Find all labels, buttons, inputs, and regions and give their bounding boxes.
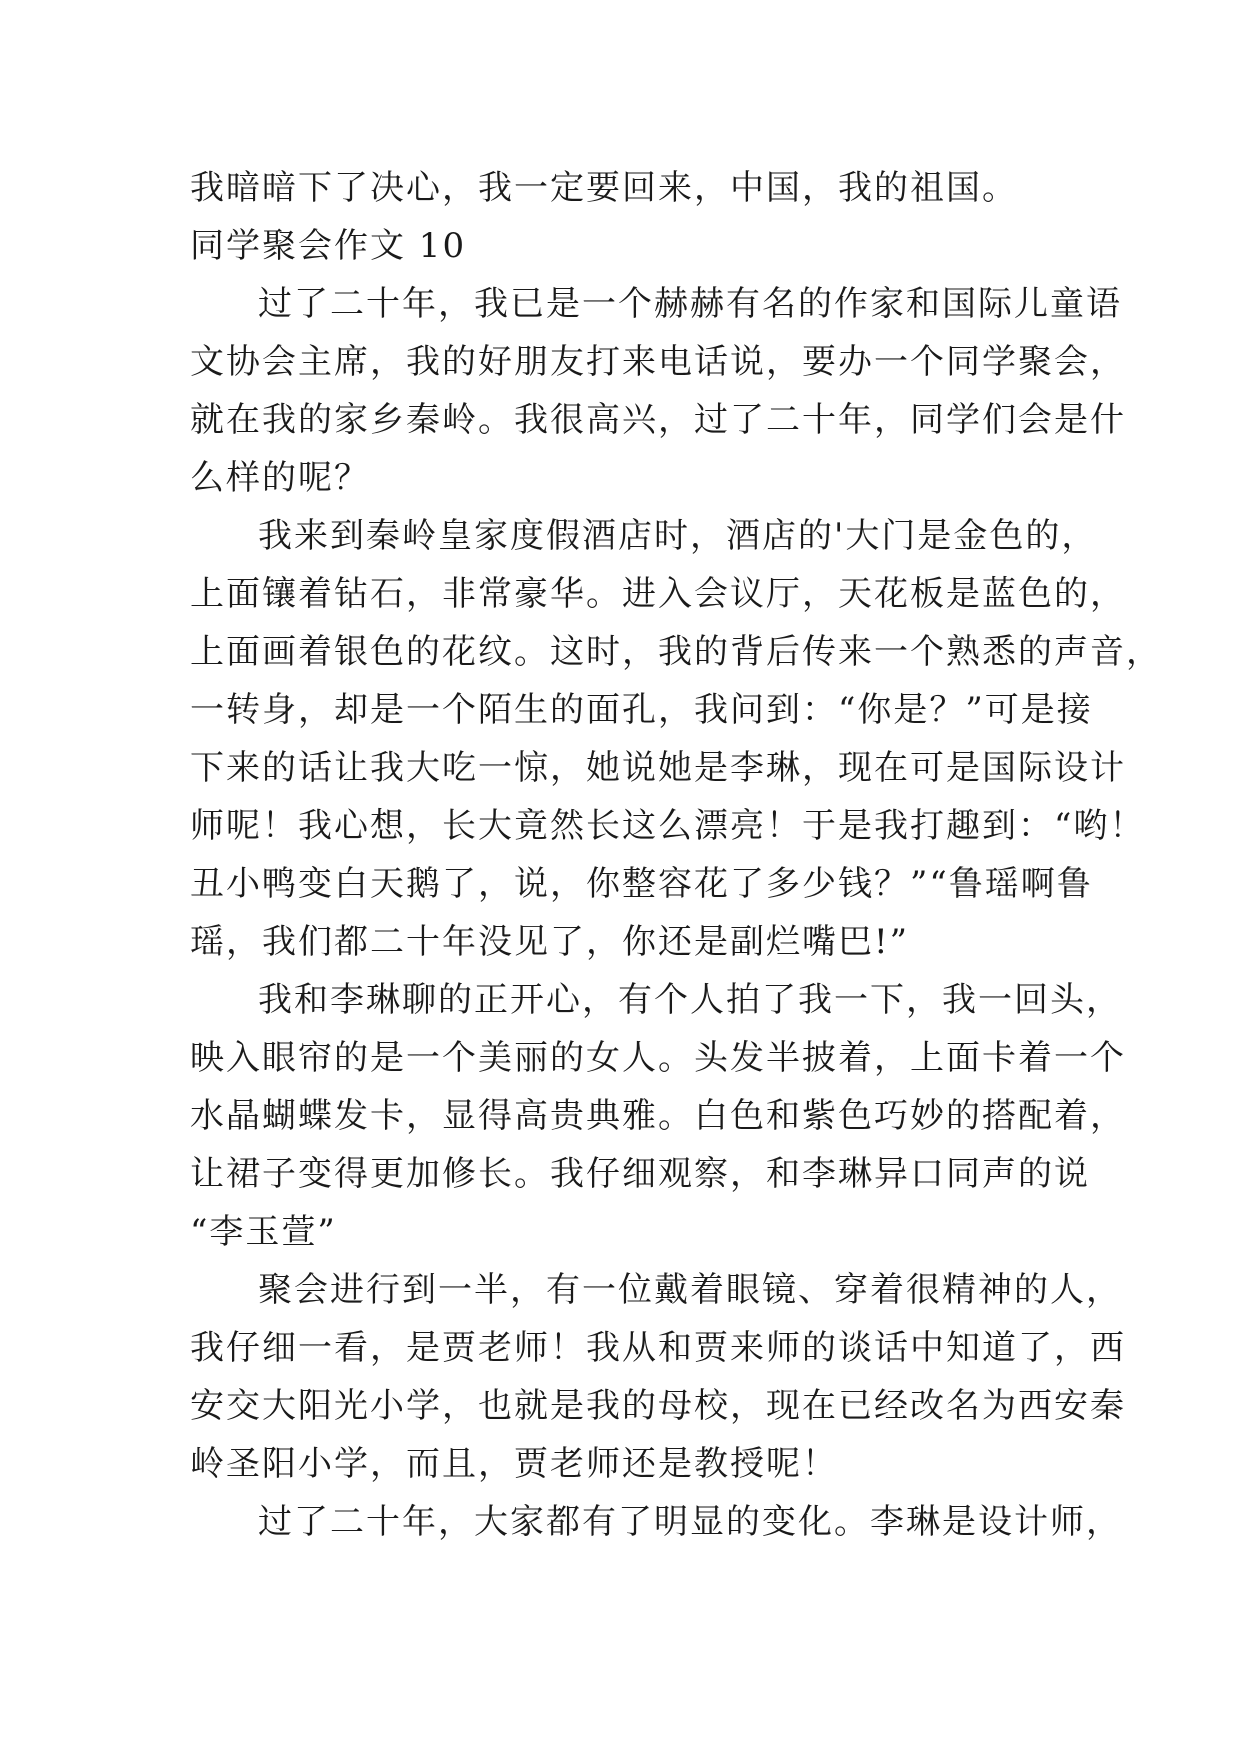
- text-line: 就在我的家乡秦岭。我很高兴，过了二十年，同学们会是什: [190, 400, 1126, 440]
- text-line: 瑶，我们都二十年没见了，你还是副烂嘴巴!”: [190, 922, 910, 962]
- section-heading: 同学聚会作文 10: [190, 226, 467, 266]
- text-line: 让裙子变得更加修长。我仔细观察，和李琳异口同声的说: [190, 1154, 1090, 1194]
- text-line: 过了二十年，大家都有了明显的变化。李琳是设计师，: [258, 1502, 1122, 1542]
- text-line: 师呢！我心想，长大竟然长这么漂亮！于是我打趣到：“哟！: [190, 806, 1146, 846]
- text-line: 文协会主席，我的好朋友打来电话说，要办一个同学聚会，: [190, 342, 1126, 382]
- text-line: 上面画着银色的花纹。这时，我的背后传来一个熟悉的声音，: [190, 632, 1162, 672]
- document-body: [190, 159, 1162, 1551]
- text-line: 么样的呢？: [190, 458, 370, 498]
- text-line: 我来到秦岭皇家度假酒店时，酒店的'大门是金色的，: [258, 516, 1098, 556]
- text-line: 一转身，却是一个陌生的面孔，我问到：“你是？”可是接: [190, 690, 1093, 730]
- text-line: 我暗暗下了决心，我一定要回来，中国，我的祖国。: [190, 168, 1018, 208]
- text-line: 聚会进行到一半，有一位戴着眼镜、穿着很精神的人，: [258, 1270, 1122, 1310]
- text-line: 过了二十年，我已是一个赫赫有名的作家和国际儿童语: [258, 284, 1122, 324]
- text-line: 映入眼帘的是一个美丽的女人。头发半披着，上面卡着一个: [190, 1038, 1126, 1078]
- text-line: 丑小鸭变白天鹅了，说，你整容花了多少钱？”“鲁瑶啊鲁: [190, 864, 1093, 904]
- text-line: 水晶蝴蝶发卡，显得高贵典雅。白色和紫色巧妙的搭配着，: [190, 1096, 1126, 1136]
- text-line: 岭圣阳小学，而且，贾老师还是教授呢！: [190, 1444, 838, 1484]
- text-line: “李玉萱”: [190, 1212, 337, 1252]
- text-line: 我和李琳聊的正开心，有个人拍了我一下，我一回头，: [258, 980, 1122, 1020]
- text-line: 我仔细一看，是贾老师！我从和贾来师的谈话中知道了，西: [190, 1328, 1126, 1368]
- text-line: 下来的话让我大吃一惊，她说她是李琳，现在可是国际设计: [190, 748, 1126, 788]
- text-line: 安交大阳光小学，也就是我的母校，现在已经改名为西安秦: [190, 1386, 1126, 1426]
- text-line: 上面镶着钻石，非常豪华。进入会议厅，天花板是蓝色的，: [190, 574, 1126, 614]
